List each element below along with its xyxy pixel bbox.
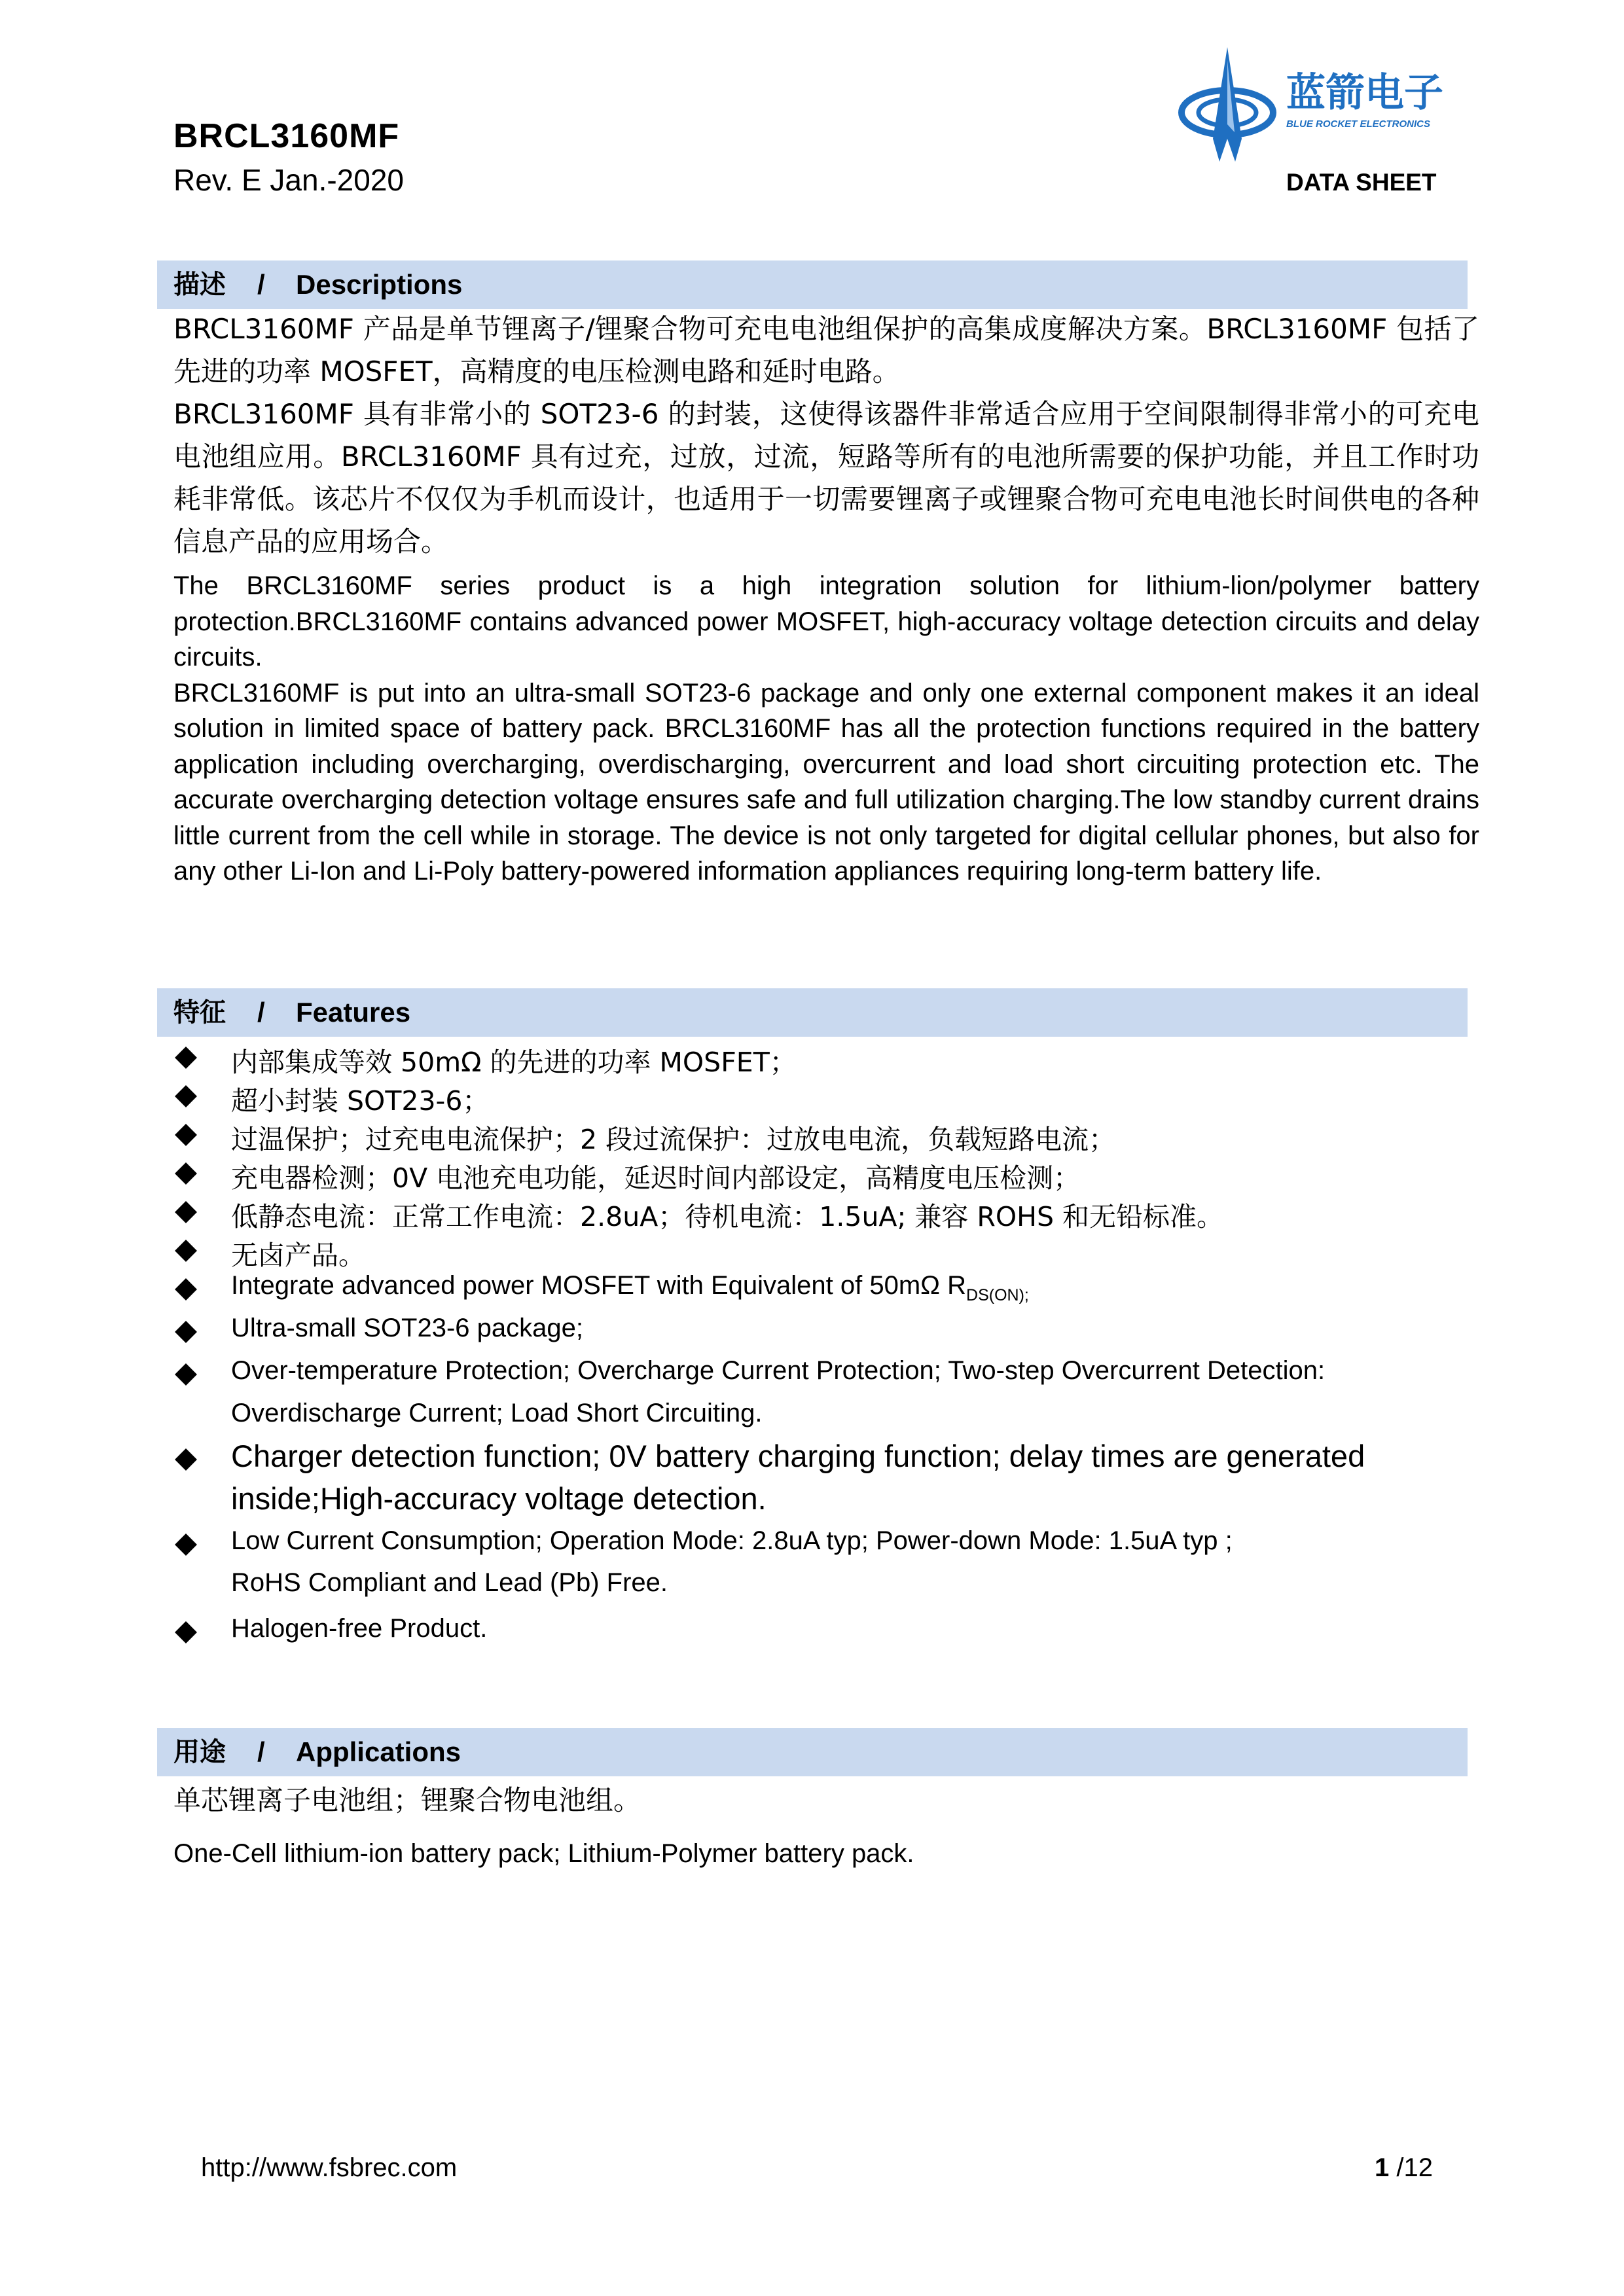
- diamond-bullet-icon: [175, 1085, 197, 1107]
- diamond-bullet-icon: [175, 1278, 197, 1300]
- descriptions-zh-paragraph: BRCL3160MF 产品是单节锂离子/锂聚合物可充电电池组保护的高集成度解决方案。BRCL3160MF 包括了先进的功率 MOSFET，高精度的电压检测电路和延时电路。: [173, 313, 1479, 387]
- rds-on-subscript: DS(ON);: [966, 1286, 1029, 1304]
- section-heading-en: Applications: [296, 1736, 461, 1767]
- section-bar-descriptions: [157, 260, 1468, 309]
- diamond-bullet-icon: [175, 1534, 197, 1556]
- section-heading-separator: /: [257, 1736, 265, 1767]
- diamond-bullet-icon: [175, 1201, 197, 1223]
- diamond-bullet-icon: [175, 1047, 197, 1069]
- section-bar-applications: [157, 1728, 1468, 1776]
- feature-text: 超小封装 SOT23-6；: [231, 1085, 490, 1117]
- feature-text: 无卤产品。: [231, 1240, 365, 1271]
- section-heading-zh: 用途: [173, 1737, 226, 1767]
- part-number-title: BRCL3160MF: [173, 117, 400, 155]
- feature-text: 充电器检测；0V 电池充电功能，延迟时间内部设定，高精度电压检测；: [231, 1162, 1081, 1194]
- section-heading-en: Features: [296, 997, 411, 1028]
- feature-text: Over-temperature Protection; Overcharge Current Protection; Two-step Overcurrent Detection:: [231, 1356, 1326, 1385]
- descriptions-zh-paragraph: BRCL3160MF 具有非常小的 SOT23-6 的封装，这使得该器件非常适合应用于空间限制得非常小的可充电电池组应用。BRCL3160MF 具有过充，过放，过流，短路等所有的电池所需要的保护功能，并且工作时功耗非常低。该芯片不仅仅为手机而设计，也适用于一切需要锂离子或锂聚合物可充电电池长时间供电的各种信息产品的应用场合。: [173, 398, 1479, 558]
- diamond-bullet-icon: [175, 1363, 197, 1386]
- feature-text-continuation: inside;High-accuracy voltage detection.: [231, 1481, 767, 1516]
- feature-text: Ultra-small SOT23-6 package;: [231, 1314, 583, 1342]
- feature-text-continuation: RoHS Compliant and Lead (Pb) Free.: [231, 1568, 668, 1597]
- feature-text-main: Integrate advanced power MOSFET with Equivalent of 50mΩ R: [231, 1271, 967, 1300]
- page-total: /12: [1389, 2153, 1433, 2182]
- diamond-bullet-icon: [175, 1621, 197, 1643]
- diamond-bullet-icon: [175, 1240, 197, 1262]
- footer-page-number: [1375, 2153, 1433, 2183]
- descriptions-en-text: [173, 568, 1479, 889]
- feature-text-continuation: Overdischarge Current; Load Short Circuiting.: [231, 1399, 763, 1427]
- page-current: 1: [1375, 2153, 1390, 2182]
- footer-website-url: http://www.fsbrec.com: [201, 2153, 458, 2182]
- diamond-bullet-icon: [175, 1321, 197, 1343]
- diamond-bullet-icon: [175, 1162, 197, 1185]
- section-heading-zh: 特征: [173, 997, 226, 1028]
- diamond-bullet-icon: [175, 1124, 197, 1146]
- feature-text: Low Current Consumption; Operation Mode: 2.8uA typ; Power-down Mode: 1.5uA typ ;: [231, 1526, 1233, 1555]
- logo-chinese-name: 蓝箭电子: [1286, 70, 1443, 116]
- data-sheet-label: DATA SHEET: [1286, 169, 1437, 196]
- descriptions-en-paragraph: The BRCL3160MF series product is a high integration solution for lithium-lion/polymer battery protection.BRCL3160MF contains advanced power MOSFET, high-accuracy voltage detection circuits and delay circuits.: [173, 571, 1479, 672]
- applications-en-text: One-Cell lithium-ion battery pack; Lithium-Polymer battery pack.: [173, 1839, 914, 1868]
- section-bar-features: [157, 988, 1468, 1037]
- feature-text: 过温保护；过充电电流保护；2 段过流保护：过放电电流，负载短路电流；: [231, 1124, 1116, 1155]
- section-heading-separator: /: [257, 269, 265, 300]
- logo-english-name: BLUE ROCKET ELECTRONICS: [1286, 118, 1431, 130]
- applications-zh-text: 单芯锂离子电池组；锂聚合物电池组。: [173, 1784, 641, 1816]
- feature-text: Halogen-free Product.: [231, 1614, 488, 1643]
- descriptions-zh-text: [173, 308, 1479, 563]
- descriptions-en-paragraph: BRCL3160MF is put into an ultra-small SOT23-6 package and only one external component makes it an ideal solution in limited space of battery pack. BRCL3160MF has all the protection functions required in the battery application including overcharging, overdischarging, overcurrent and load short circuiting protection etc. The accurate overcharging detection voltage ensures safe and full utilization charging.The low standby current drains little current from the cell while in storage. The device is not only targeted for digital cellular phones, but also for any other Li-Ion and Li-Poly battery-powered information appliances requiring long-term battery life.: [173, 678, 1479, 886]
- section-heading-separator: /: [257, 997, 265, 1028]
- diamond-bullet-icon: [175, 1448, 197, 1471]
- revision-date: Rev. E Jan.-2020: [173, 163, 405, 197]
- section-heading-en: Descriptions: [296, 269, 463, 300]
- feature-text: 内部集成等效 50mΩ 的先进的功率 MOSFET；: [231, 1047, 797, 1078]
- section-heading-zh: 描述: [173, 270, 226, 300]
- feature-text: Charger detection function; 0V battery charging function; delay times are generated: [231, 1439, 1365, 1473]
- feature-text: 低静态电流：正常工作电流：2.8uA；待机电流：1.5uA; 兼容 ROHS 和无铅标准。: [231, 1201, 1223, 1232]
- blue-rocket-logo: [1178, 41, 1479, 171]
